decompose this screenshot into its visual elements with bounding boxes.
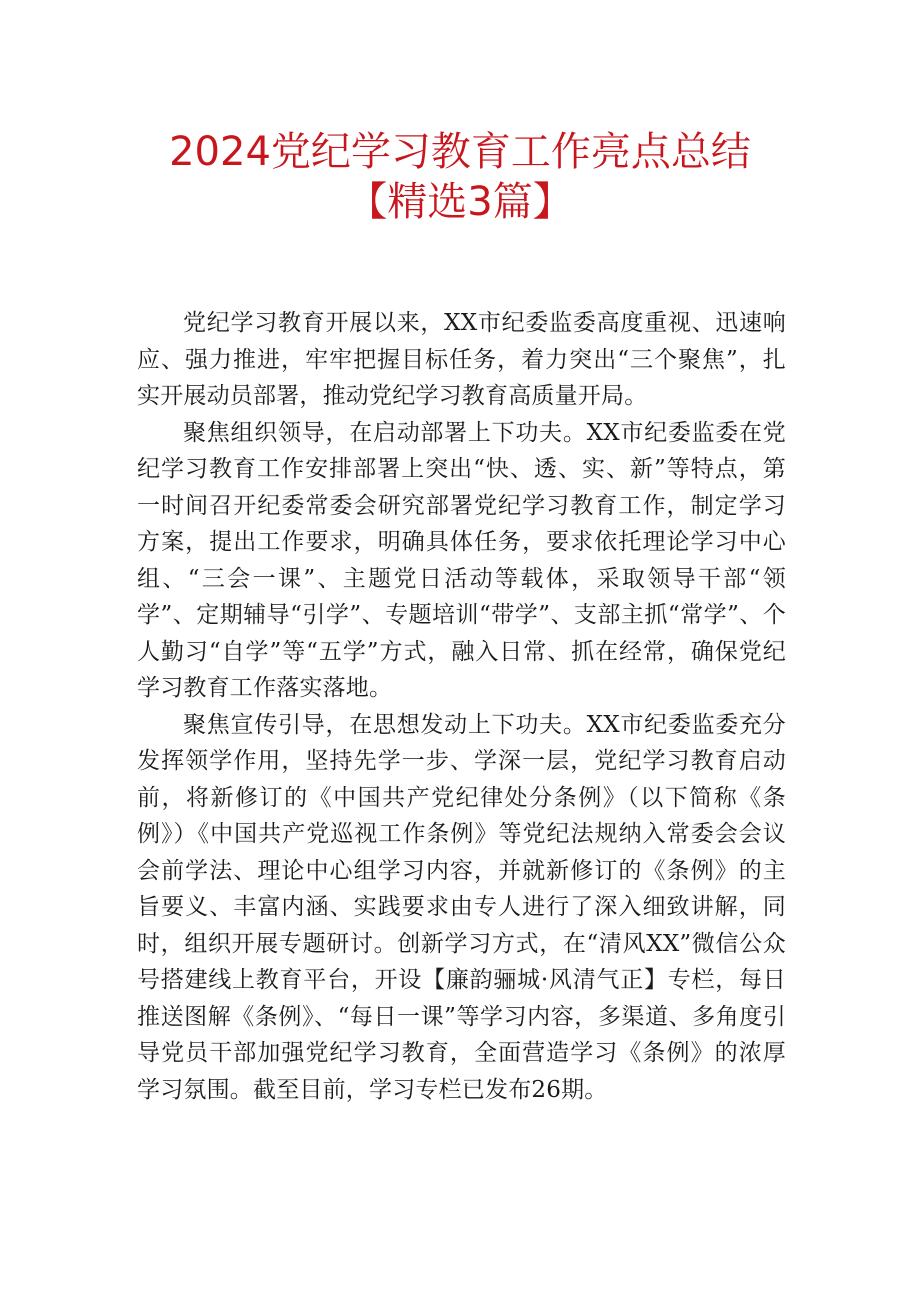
- paragraph-publicity: 聚焦宣传引导，在思想发动上下功夫。XX市纪委监委充分发挥领学作用，坚持先学一步、学深一层，党纪学习教育启动前，将新修订的《中国共产党纪律处分条例》（以下简称《条例》）《中国共产党巡视工作条例》等党纪法规纳入常委会会议会前学法、理论中心组学习内容，并就新修订的《条例》的主旨要义、丰富内涵、实践要求由专人进行了深入细致讲解，同时，组织开展专题研讨。创新学习方式，在“清风XX”微信公众号搭建线上教育平台，开设【廉韵骊城·风清气正】专栏，每日推送图解《条例》、“每日一课”等学习内容，多渠道、多角度引导党员干部加强党纪学习教育，全面营造学习《条例》的浓厚学习氛围。截至目前，学习专栏已发布26期。: [137, 711, 786, 1103]
- paragraph-organization: 聚焦组织领导，在启动部署上下功夫。XX市纪委监委在党纪学习教育工作安排部署上突出“快、透、实、新”等特点，第一时间召开纪委常委会研究部署党纪学习教育工作，制定学习方案，提出工作要求，明确具体任务，要求依托理论学习中心组、“三会一课”、主题党日活动等载体，采取领导干部“领学”、定期辅导“引学”、专题培训“带学”、支部主抓“常学”、个人勤习“自学”等“五学”方式，融入日常、抓在经常，确保党纪学习教育工作落实落地。: [137, 419, 786, 701]
- document-subtitle: 【精选3篇】: [347, 179, 573, 225]
- paragraph-intro: 党纪学习教育开展以来，XX市纪委监委高度重视、迅速响应、强力推进，牢牢把握目标任务，着力突出“三个聚焦”，扎实开展动员部署，推动党纪学习教育高质量开局。: [137, 310, 786, 409]
- document-body: [137, 305, 786, 1108]
- document-title: 2024党纪学习教育工作亮点总结: [169, 129, 751, 175]
